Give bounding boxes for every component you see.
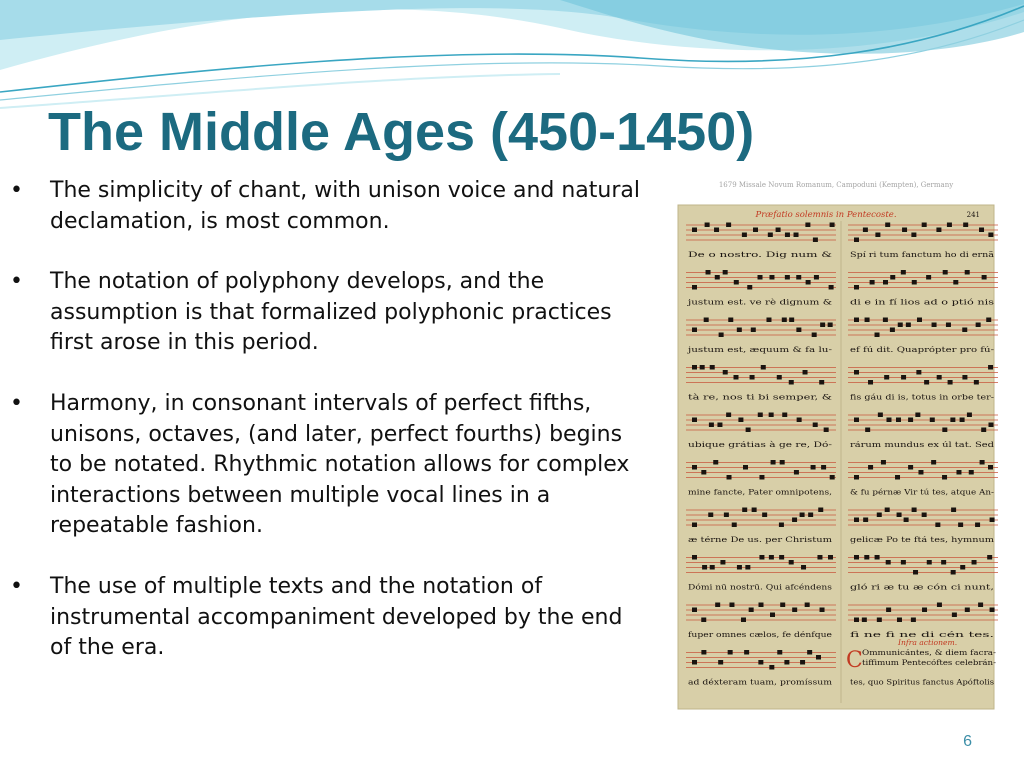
neume (714, 228, 719, 233)
bullet-text: The use of multiple texts and the notation of instrumental accompaniment developed by the end of the era. (50, 573, 623, 661)
neume (881, 460, 886, 465)
neume (692, 608, 697, 613)
neume (868, 380, 873, 385)
neume (854, 555, 859, 560)
neume (819, 380, 824, 385)
bullet-dot-icon: • (10, 390, 23, 416)
bullet-item (0, 572, 650, 664)
neume (922, 608, 927, 613)
neume (865, 318, 870, 323)
neume (737, 565, 742, 570)
bullet-list (0, 176, 650, 694)
bullet-text: The notation of polyphony develops, and the assumption is that formalized polyphonic practices first arose in this period. (50, 269, 612, 356)
neume (701, 470, 706, 475)
neume (875, 555, 880, 560)
neume (752, 508, 757, 513)
neume (986, 318, 991, 323)
neume (785, 233, 790, 238)
neume (932, 323, 937, 328)
neume (817, 555, 822, 560)
neume (854, 238, 859, 243)
neume (958, 523, 963, 528)
neume (924, 380, 929, 385)
neume (942, 428, 947, 433)
neume (962, 328, 967, 333)
neume (692, 365, 697, 370)
bullet-dot-icon: • (10, 178, 23, 203)
neume (922, 223, 927, 228)
neume (990, 518, 995, 523)
lyric-line: æ térne De us. per Christum (688, 535, 832, 544)
neume (758, 275, 763, 280)
neume (946, 323, 951, 328)
neume (692, 328, 697, 333)
neume (908, 465, 913, 470)
neume (782, 413, 787, 418)
neume (715, 603, 720, 608)
neume (922, 513, 927, 518)
neume (758, 413, 763, 418)
neume (713, 460, 718, 465)
neume (780, 460, 785, 465)
neume (789, 380, 794, 385)
neume (884, 375, 889, 380)
neume (897, 513, 902, 518)
neume (965, 608, 970, 613)
neume (988, 233, 993, 238)
neume (710, 565, 715, 570)
neume (942, 475, 947, 480)
lyric-line: De o nostro. Dig num & (688, 250, 833, 259)
neume (943, 270, 948, 275)
neume (701, 650, 706, 655)
neume (854, 285, 859, 290)
neume (865, 428, 870, 433)
neume (927, 560, 932, 565)
neume (883, 318, 888, 323)
neume (915, 413, 920, 418)
neume (828, 555, 833, 560)
neume (742, 233, 747, 238)
neume (886, 418, 891, 423)
neume (947, 223, 952, 228)
bullet-item (0, 176, 650, 237)
neume (708, 513, 713, 518)
neume (794, 233, 799, 238)
lyric-line: Dómi nū nostrū. Qui afcéndens (688, 582, 833, 592)
neume (895, 475, 900, 480)
neume (723, 270, 728, 275)
neume (883, 280, 888, 285)
neume (770, 613, 775, 618)
neume (904, 518, 909, 523)
neume (769, 413, 774, 418)
neume (776, 228, 781, 233)
lyric-line: tà re, nos ti bi semper, & (688, 392, 833, 402)
neume (972, 560, 977, 565)
neume (726, 413, 731, 418)
neume (724, 513, 729, 518)
neume (978, 603, 983, 608)
neume (960, 565, 965, 570)
neume (805, 223, 810, 228)
neume (981, 428, 986, 433)
neume (987, 555, 992, 560)
neume (692, 228, 697, 233)
neume (717, 423, 722, 428)
neume (692, 285, 697, 290)
slide-title: The Middle Ages (450-1450) (48, 102, 755, 162)
neume (898, 323, 903, 328)
neume (885, 508, 890, 513)
neume (878, 413, 883, 418)
neume (868, 465, 873, 470)
neume (982, 275, 987, 280)
neume (875, 333, 880, 338)
neume (771, 460, 776, 465)
neume (734, 375, 739, 380)
neume (936, 228, 941, 233)
neume (864, 555, 869, 560)
neume (803, 370, 808, 375)
neume (789, 318, 794, 323)
manuscript-header: Præfatio solemnis in Pentecoste. (755, 210, 897, 220)
neume (738, 418, 743, 423)
neume (742, 508, 747, 513)
neume (854, 370, 859, 375)
neume (886, 608, 891, 613)
neume (805, 603, 810, 608)
neume (797, 418, 802, 423)
neume (750, 375, 755, 380)
lyric-line: fis gáu di is, totus in orbe ter- (850, 392, 995, 402)
neume (912, 280, 917, 285)
bullet-item (0, 389, 650, 542)
page-number: 6 (963, 733, 972, 750)
neume (762, 513, 767, 518)
neume (792, 518, 797, 523)
neume (912, 508, 917, 513)
neume (779, 555, 784, 560)
neume (830, 475, 835, 480)
neume (830, 223, 835, 228)
neume (796, 328, 801, 333)
neume (941, 560, 946, 565)
neume (870, 280, 875, 285)
neume (951, 508, 956, 513)
neume (979, 228, 984, 233)
neume (759, 475, 764, 480)
neume (692, 418, 697, 423)
neume (967, 413, 972, 418)
neume (796, 275, 801, 280)
bullet-text: The simplicity of chant, with unison voice and natural declamation, is most common. (50, 178, 640, 234)
rubric-text-line: Ommunicántes, & diem facra- (862, 648, 997, 657)
neume (743, 465, 748, 470)
neume (908, 418, 913, 423)
neume (758, 603, 763, 608)
neume (918, 470, 923, 475)
neume (931, 460, 936, 465)
neume (854, 475, 859, 480)
neume (700, 365, 705, 370)
neume (829, 285, 834, 290)
neume (886, 560, 891, 565)
neume (811, 465, 816, 470)
neume (806, 280, 811, 285)
neume (956, 470, 961, 475)
bullet-dot-icon: • (10, 573, 23, 599)
neume (723, 370, 728, 375)
neume (990, 608, 995, 613)
neume (794, 470, 799, 475)
neume (926, 275, 931, 280)
neume (906, 323, 911, 328)
neume (800, 660, 805, 665)
lyric-line: tes, quo Spiritus fanctus Apóftolis (850, 677, 995, 687)
neume (963, 223, 968, 228)
neume (769, 275, 774, 280)
neume (709, 423, 714, 428)
neume (777, 650, 782, 655)
lyric-line: fi ne fi ne di cén tes. (850, 630, 994, 639)
neume (816, 655, 821, 660)
neume (759, 555, 764, 560)
neume (719, 333, 724, 338)
neume (761, 365, 766, 370)
neume (828, 323, 833, 328)
neume (896, 418, 901, 423)
neume (734, 280, 739, 285)
neume (935, 523, 940, 528)
neume (718, 660, 723, 665)
neume (863, 228, 868, 233)
lyric-line: justum est, æquum & fa lu- (686, 345, 833, 354)
bullet-item (0, 267, 650, 359)
neume (948, 380, 953, 385)
neume (951, 570, 956, 575)
neume (854, 518, 859, 523)
neume (749, 608, 754, 613)
neume (789, 560, 794, 565)
neume (916, 370, 921, 375)
neume (706, 270, 711, 275)
neume (744, 650, 749, 655)
neume (751, 328, 756, 333)
neume (692, 523, 697, 528)
lyric-line: fuper omnes cælos, fe dénfque (688, 630, 833, 639)
lyric-line: gló ri æ tu æ cón ci nunt, (850, 582, 994, 592)
neume (692, 465, 697, 470)
neume (821, 465, 826, 470)
neume (728, 318, 733, 323)
neume (813, 423, 818, 428)
neume (769, 555, 774, 560)
neume (715, 275, 720, 280)
neume (732, 523, 737, 528)
neume (729, 603, 734, 608)
neume (726, 223, 731, 228)
neume (813, 238, 818, 243)
lyric-line: ad déxteram tuam, promíssum (688, 677, 832, 687)
neume (902, 228, 907, 233)
neume (877, 513, 882, 518)
manuscript-image (663, 170, 1009, 742)
neume (988, 365, 993, 370)
neume (976, 323, 981, 328)
neume (692, 555, 697, 560)
bullet-text: Harmony, in consonant intervals of perfect fifths, unisons, octaves, (and later, perfect fourths) begins to be notated. Rhythmic notation allows for complex interactions between multiple vocal lines in a repeatable fashion. (50, 390, 630, 539)
neume (901, 375, 906, 380)
neume (901, 560, 906, 565)
neume (913, 570, 918, 575)
lyric-line: Spí ri tum fanctum ho di ernã (850, 250, 995, 259)
neume (890, 328, 895, 333)
lyric-line: rárum mundus ex úl tat. Sed (850, 440, 995, 449)
lyric-line: ef fú dit. Quaprópter pro fú- (850, 345, 995, 354)
rubric-text-line: tiffimum Pentecóftes celebrán- (862, 658, 997, 667)
neume (753, 228, 758, 233)
neume (808, 513, 813, 518)
neume (965, 270, 970, 275)
neume (950, 418, 955, 423)
neume (877, 618, 882, 623)
neume (758, 660, 763, 665)
neume (784, 660, 789, 665)
lyric-line: mine fancte, Pater omnipotens, (688, 487, 832, 497)
neume (974, 380, 979, 385)
neume (890, 275, 895, 280)
neume (785, 275, 790, 280)
neume (975, 523, 980, 528)
neume (741, 618, 746, 623)
lyric-line: di e in fí lios ad o ptió nis (850, 297, 995, 307)
lyric-line: ubique grátias à ge re, Dó- (688, 440, 833, 449)
neume (720, 560, 725, 565)
neume (988, 423, 993, 428)
neume (692, 660, 697, 665)
image-caption: 1679 Missale Novum Romanum, Campoduni (Kempten), Germany (718, 181, 954, 189)
neume (952, 613, 957, 618)
neume (937, 603, 942, 608)
neume (824, 428, 829, 433)
neume (820, 608, 825, 613)
neume (769, 665, 774, 670)
neume (745, 565, 750, 570)
neume (782, 318, 787, 323)
rubric-heading: Infra actionem. (898, 638, 958, 647)
neume (780, 603, 785, 608)
neume (814, 275, 819, 280)
neume (960, 418, 965, 423)
neume (911, 233, 916, 238)
neume (863, 518, 868, 523)
neume (854, 618, 859, 623)
lyric-line: justum est. ve rè dignum & (686, 297, 833, 307)
neume (969, 470, 974, 475)
neume (747, 285, 752, 290)
neume (818, 508, 823, 513)
neume (727, 475, 732, 480)
neume (812, 333, 817, 338)
neume (704, 318, 709, 323)
neume (701, 618, 706, 623)
manuscript-folio: 241 (966, 211, 980, 219)
bullet-dot-icon: • (10, 269, 23, 295)
lyric-line: gelicæ Po te ftá tes, hymnum (850, 535, 994, 544)
neume (746, 428, 751, 433)
neume (710, 365, 715, 370)
neume (800, 513, 805, 518)
neume (807, 650, 812, 655)
rubric-initial-c: C (846, 648, 863, 673)
neume (901, 270, 906, 275)
neume (702, 565, 707, 570)
neume (705, 223, 710, 228)
neume (737, 328, 742, 333)
neume (911, 618, 916, 623)
neume (917, 318, 922, 323)
neume (728, 650, 733, 655)
neume (766, 318, 771, 323)
neume (862, 618, 867, 623)
neume (962, 375, 967, 380)
neume (988, 465, 993, 470)
neume (820, 323, 825, 328)
neume (937, 375, 942, 380)
neume (875, 233, 880, 238)
neume (854, 418, 859, 423)
neume (801, 565, 806, 570)
lyric-line: & fu pérnæ Vir tú tes, atque An- (850, 487, 995, 497)
neume (980, 460, 985, 465)
neume (885, 223, 890, 228)
neume (777, 375, 782, 380)
neume (854, 318, 859, 323)
chant-manuscript-page (663, 170, 1009, 742)
neume (792, 608, 797, 613)
neume (930, 418, 935, 423)
neume (953, 280, 958, 285)
neume (768, 233, 773, 238)
neume (779, 523, 784, 528)
neume (897, 618, 902, 623)
